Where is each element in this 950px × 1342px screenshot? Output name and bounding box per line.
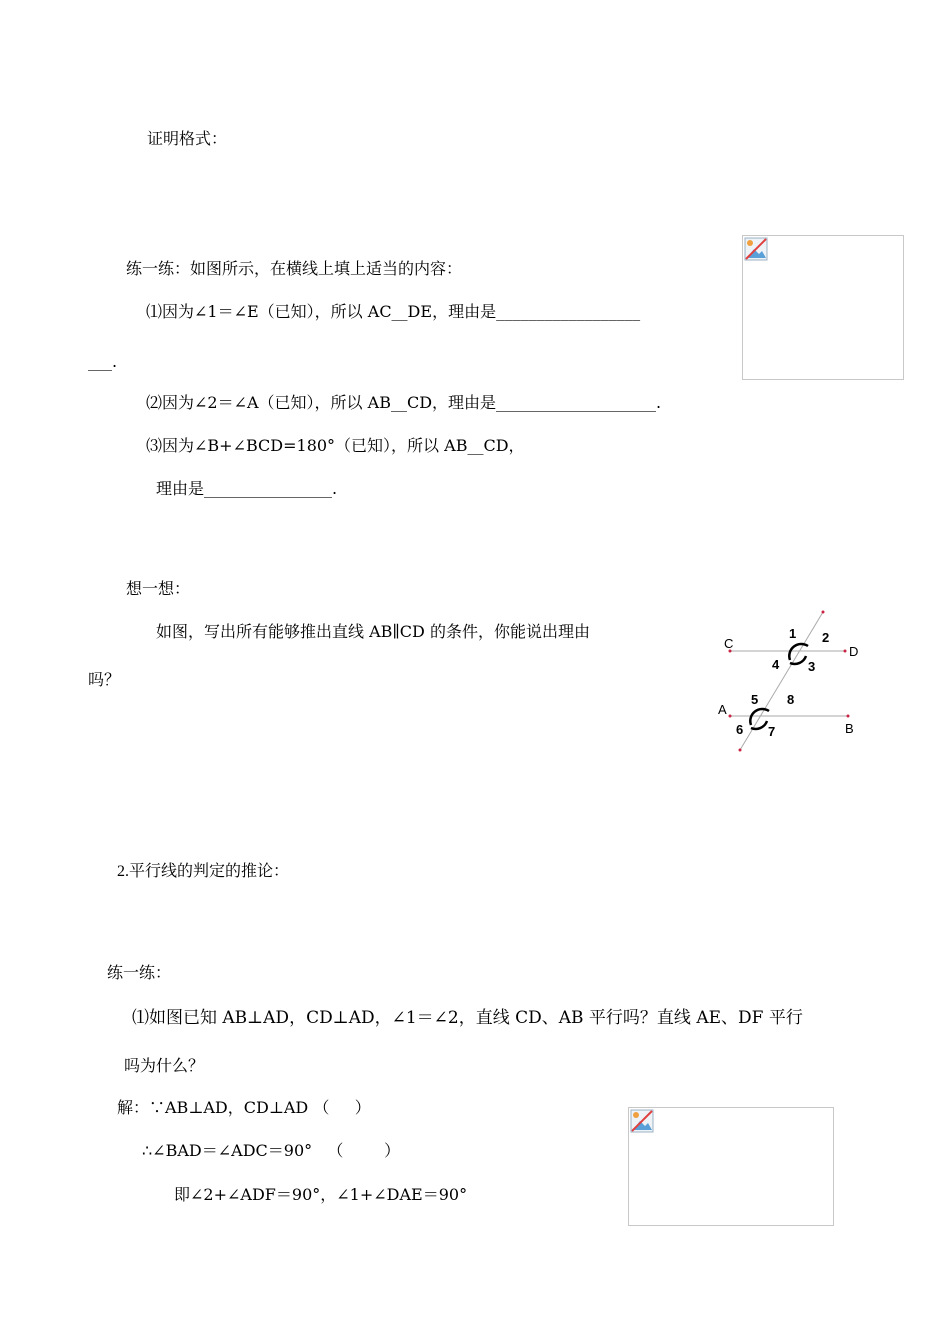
label-8: 8 [787, 692, 795, 707]
practice2-heading: 练一练： [107, 963, 172, 982]
section2-title: 2.平行线的判定的推论： [117, 863, 290, 880]
label-5: 5 [751, 692, 759, 707]
label-3: 3 [808, 659, 816, 674]
broken-image-icon [744, 237, 770, 263]
solution-line-3: 即∠2+∠ADF＝90°，∠1+∠DAE＝90° [174, 1185, 468, 1204]
think-question-cont: 吗？ [88, 670, 121, 689]
label-c: C [724, 636, 734, 651]
angle-arc [790, 656, 806, 664]
proof-format-label: 证明格式： [147, 129, 228, 148]
label-6: 6 [736, 722, 744, 737]
think-heading: 想一想： [126, 579, 191, 598]
practice1-item1-cont: ___. [88, 352, 118, 371]
solution-line-1: 解：∵AB⊥AD，CD⊥AD （ ） [117, 1098, 371, 1117]
solution-line-2: ∴∠BAD＝∠ADC＝90° （ ） [142, 1141, 401, 1160]
label-1: 1 [789, 626, 797, 641]
image-placeholder [742, 235, 904, 380]
label-2: 2 [822, 630, 830, 645]
image-placeholder [628, 1107, 834, 1226]
parallel-lines-figure [710, 600, 870, 760]
practice1-item1: ⑴因为∠1＝∠E（已知），所以 AC__DE，理由是__________________ [146, 302, 641, 321]
broken-image-icon [630, 1109, 656, 1135]
think-question: 如图，写出所有能够推出直线 AB∥CD 的条件，你能说出理由 [156, 622, 590, 641]
label-a: A [718, 702, 727, 717]
practice2-question: ⑴如图已知 AB⊥AD，CD⊥AD，∠1＝∠2，直线 CD、AB 平行吗？直线 AE、DF 平行 [132, 1008, 803, 1028]
practice1-item3: ⑶因为∠B+∠BCD=180°（已知），所以 AB__CD， [146, 436, 525, 455]
practice1-heading: 练一练：如图所示，在横线上填上适当的内容： [126, 259, 463, 278]
angle-arc [751, 721, 767, 729]
label-b: B [845, 721, 854, 736]
practice1-item3-reason: 理由是________________. [156, 479, 338, 498]
practice2-question-cont: 吗为什么？ [124, 1056, 205, 1075]
label-7: 7 [768, 724, 776, 739]
label-4: 4 [772, 657, 780, 672]
practice1-item2: ⑵因为∠2＝∠A（已知），所以 AB__CD，理由是____________________. [146, 393, 662, 412]
label-d: D [849, 644, 859, 659]
